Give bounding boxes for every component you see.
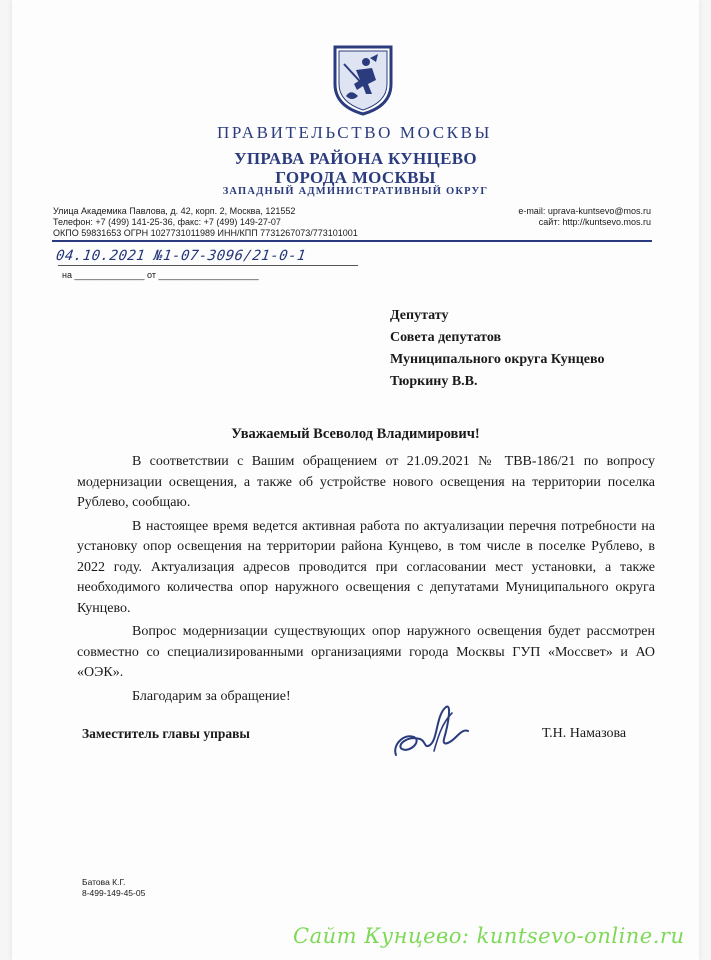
recipient-line: Депутату: [390, 308, 449, 323]
government-title: ПРАВИТЕЛЬСТВО МОСКВЫ: [217, 123, 492, 142]
letter-page: [12, 0, 699, 960]
signatory-position: Заместитель главы управы: [82, 726, 250, 741]
body-paragraph: Благодарим за обращение!: [132, 688, 291, 704]
email-line: e-mail: uprava-kuntsevo@mos.ru: [518, 206, 651, 216]
handwritten-signature: [386, 695, 476, 767]
recipient-line: Тюркину В.В.: [390, 374, 478, 389]
district-title: ЗАПАДНЫЙ АДМИНИСТРАТИВНЫЙ ОКРУГ: [222, 186, 489, 197]
contact-block: [518, 206, 651, 228]
registry-codes-line: ОКПО 59831653 ОГРН 1027731011989 ИНН/КПП 7731267073/773101001: [53, 228, 358, 238]
letter-body: [77, 452, 655, 707]
body-paragraph: Вопрос модернизации существующих опор наружного освещения будет рассмотрен совместно со специализированными организациями города Москвы ГУП «Моссвет» и АО «ОЭК».: [77, 624, 655, 680]
reference-line: на ______________ от ____________________: [62, 270, 259, 280]
letter-greeting: Уважаемый Всеволод Владимирович!: [231, 426, 480, 442]
header-divider: [52, 240, 652, 242]
recipient-block: [390, 305, 604, 393]
recipient-line: Муниципального округа Кунцево: [390, 352, 605, 367]
department-title-line1: УПРАВА РАЙОНА КУНЦЕВО: [234, 149, 477, 168]
executor-name: Батова К.Г.: [82, 877, 126, 887]
registration-underline: [58, 265, 358, 266]
moscow-coat-of-arms-icon: [332, 44, 394, 116]
executor-phone: 8-499-149-45-05: [82, 888, 146, 898]
body-paragraph: В настоящее время ведется активная работа по актуализации перечня потребности на установку опор освещения на территории района Кунцево, в том числе в поселке Рублево, в 2022 году. Актуализация адресов проводится при согласовании мест установки, а также необходимого количества опор наружного освещения с депутатами Муниципального округа Кунцево.: [77, 518, 655, 616]
website-line: сайт: http://kuntsevo.mos.ru: [538, 217, 651, 227]
site-watermark: Сайт Кунцево: kuntsevo-online.ru: [293, 924, 685, 948]
address-line: Улица Академика Павлова, д. 42, корп. 2, Москва, 121552: [53, 206, 296, 216]
phone-line: Телефон: +7 (499) 141-25-36, факс: +7 (499) 149-27-07: [53, 217, 281, 227]
executor-block: [82, 877, 145, 899]
recipient-line: Совета депутатов: [390, 330, 502, 345]
address-block: [53, 206, 358, 239]
signatory-name: Т.Н. Намазова: [542, 726, 627, 741]
department-title-line2: ГОРОДА МОСКВЫ: [275, 168, 436, 187]
registration-number: 04.10.2021 №1-07-3096/21-0-1: [54, 248, 308, 264]
body-paragraph: В соответствии с Вашим обращением от 21.09.2021 № ТВВ-186/21 по вопросу модернизации освещения, а также об устройстве нового освещения на территории поселка Рублево, сообщаю.: [77, 454, 655, 510]
